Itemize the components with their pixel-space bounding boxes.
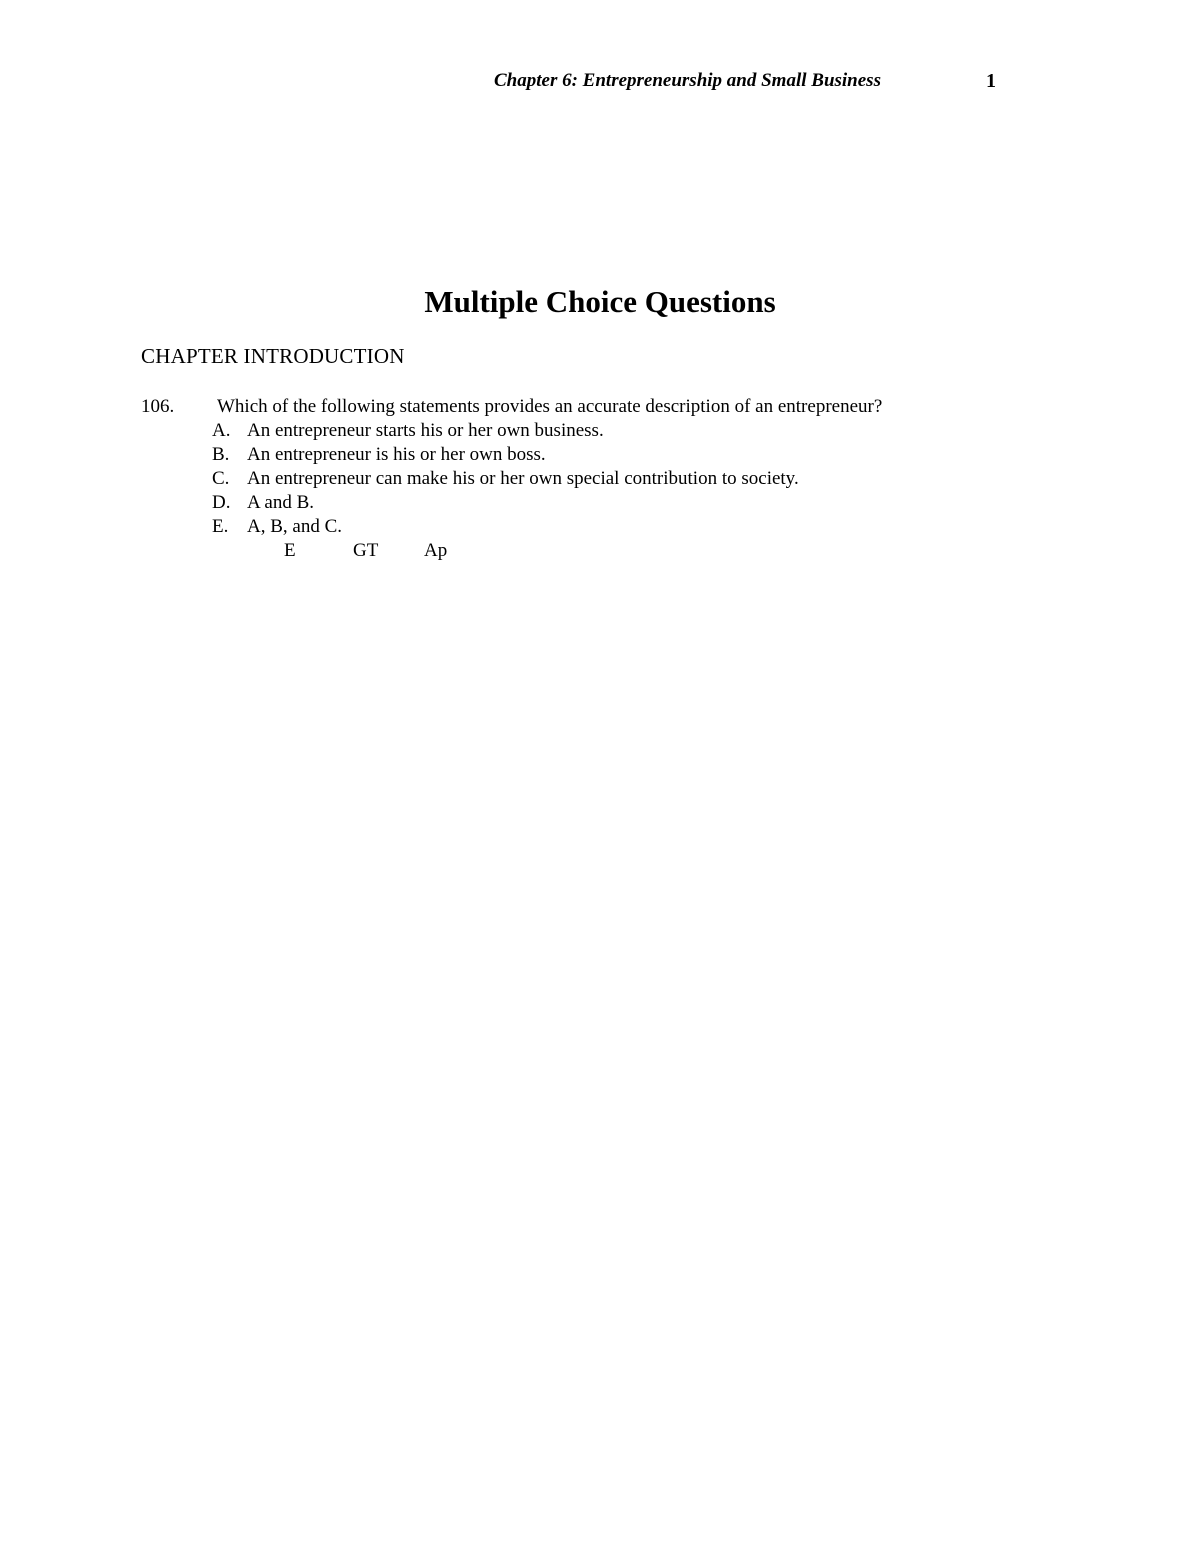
section-heading: CHAPTER INTRODUCTION	[141, 344, 405, 368]
option-e	[141, 515, 1041, 539]
running-header: Chapter 6: Entrepreneurship and Small Business	[494, 70, 881, 91]
answer-key: E	[284, 540, 296, 561]
option-text: A and B.	[247, 492, 315, 513]
option-letter: A.	[212, 420, 231, 441]
answer-type: GT	[353, 540, 379, 561]
option-letter: B.	[212, 444, 230, 465]
option-letter: C.	[212, 468, 230, 489]
option-text: An entrepreneur is his or her own boss.	[247, 444, 546, 465]
question-stem-row	[141, 395, 1041, 419]
option-c	[141, 467, 1041, 491]
question-number: 106.	[141, 396, 175, 417]
answer-row	[141, 539, 1041, 563]
option-text: A, B, and C.	[247, 516, 342, 537]
option-a	[141, 419, 1041, 443]
option-letter: E.	[212, 516, 229, 537]
page-number: 1	[986, 70, 996, 92]
option-b	[141, 443, 1041, 467]
option-text: An entrepreneur starts his or her own business.	[247, 420, 604, 441]
option-d	[141, 491, 1041, 515]
option-letter: D.	[212, 492, 231, 513]
page-title: Multiple Choice Questions	[424, 284, 776, 319]
question-block	[141, 395, 1041, 563]
option-text: An entrepreneur can make his or her own special contribution to society.	[247, 468, 799, 489]
question-stem: Which of the following statements provides an accurate description of an entrepreneur?	[217, 396, 883, 417]
answer-level: Ap	[424, 540, 448, 561]
